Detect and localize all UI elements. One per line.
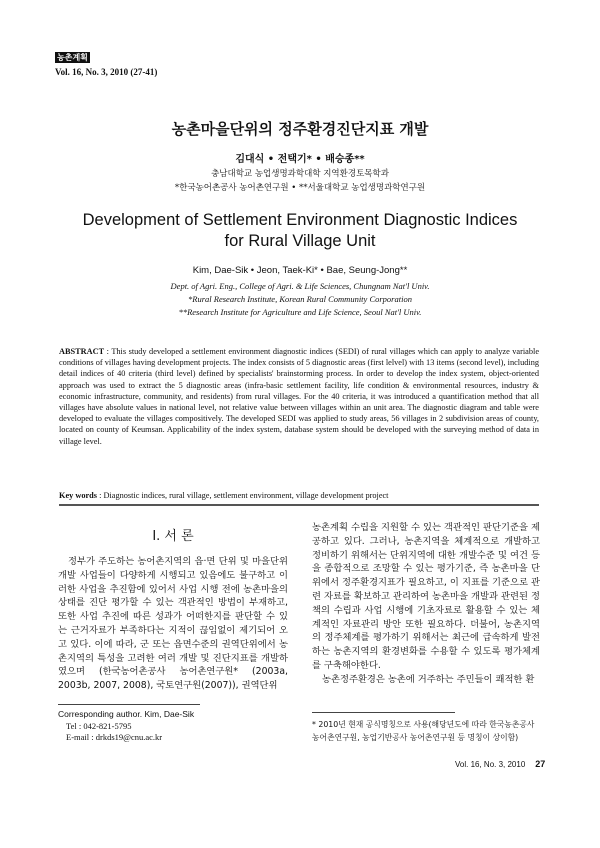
english-title: [0, 210, 600, 252]
english-affiliation-3: **Research Institute for Agriculture and Life Science, Seoul Nat'l Univ.: [178, 307, 422, 317]
section-heading: I. 서 론: [152, 529, 194, 544]
english-affiliation-1: Dept. of Agri. Eng., College of Agri. & Life Sciences, Chungnam Nat'l Univ.: [170, 281, 430, 291]
page-footer: [455, 759, 545, 769]
korean-title: 농촌마을단위의 정주환경진단지표 개발: [171, 120, 429, 138]
english-title-line-1: Development of Settlement Environment Diagnostic Indices: [82, 211, 518, 229]
korean-authors: 김대식 • 전택기* • 배승종**: [235, 154, 365, 165]
english-authors: Kim, Dae-Sik • Jeon, Taek-Ki* • Bae, Seung-Jong**: [192, 265, 408, 276]
corresponding-tel: Tel : 042-821-5795: [66, 720, 132, 731]
footer-volume: Vol. 16, No. 3, 2010: [455, 760, 526, 769]
abstract: [59, 346, 539, 447]
footnote-divider-left: [58, 704, 200, 705]
keywords: [59, 491, 389, 500]
footnote-divider-right: [312, 712, 455, 713]
footnote: * 2010년 현재 공식명칭으로 사용(해당년도에 따라 한국농촌공사 농어촌연구원, 농업기반공사 농어촌연구원 등 명칭이 상이함): [312, 720, 535, 742]
korean-affiliation-1: 충남대학교 농업생명과학대학 지역환경토목학과: [211, 169, 389, 179]
korean-affiliation-2: *한국농어촌공사 농어촌연구원 • **서울대학교 농업생명과학연구원: [174, 183, 426, 193]
body-right-paragraph-2: 농촌정주환경은 농촌에 거주하는 주민들이 쾌적한 환: [322, 673, 535, 685]
abstract-text: : This study developed a settlement environment diagnostic indices (SEDI) of rural villages which can apply to analyze variable conditions of villages having development projects. The index consists of 5 diagnostic areas (first lelvel) with 13 items (second level), including detail indices of 40 criteria (third level) defined by specialists' brainstorming process. In order to develop the index system, object-oriented approach was used to extract the 5 diagnostic areas (infra-basic settlement facility, life condition & environmental resources, industry & economic infrastructure, community, and residents) from rural villages. For the 40 criteria, it was introduced a quantification method that all villages have absolute values in national level, not relative value between villages within an unit area. The diagnostic diagram and table were developed to evaluate the villages compositively. The developed SEDI was applied to study areas, 56 villages in 2 subdivision areas of county, located on county of Keumsan. Applicability of the index system, database system should be developed with the surveying method of data in village level.: [59, 347, 539, 446]
abstract-label: ABSTRACT: [59, 347, 105, 356]
body-right-paragraph-1: 농촌계획 수립을 지원할 수 있는 객관적인 판단기준을 제공하고 있다. 그러나, 농촌지역을 체계적으로 개발하고 정비하기 위해서는 단위지역에 대한 개발수준 및 여건 등을 종합적으로 조망할 수 있는 평가기준, 즉 농촌마을 단위에서 정주환경지표가 필요하고, 이 지표를 기준으로 관련 자료를 확보하고 관리하여 농촌마을 개발과 관련된 정책의 수립과 사업 시행에 기초자료로 활용할 수 있는 체계적인 자료관리 방안 또한 필요하다. 더불어, 농촌지역의 정주체계를 평가하기 위해서는 최근에 급속하게 발전하는 농촌지역의 환경변화를 수용할 수 있도록 평가체계를 구축해야한다.: [312, 522, 540, 671]
journal-logo: 농촌계획: [57, 53, 88, 62]
body-right-column: [312, 521, 540, 687]
keywords-label: Key words: [59, 491, 98, 500]
abstract-divider: [59, 504, 539, 506]
volume-line: Vol. 16, No. 3, 2010 (27-41): [55, 67, 158, 77]
corresponding-author: [58, 709, 194, 744]
english-title-line-2: for Rural Village Unit: [224, 232, 376, 250]
keywords-text: : Diagnostic indices, rural village, settlement environment, village development project: [97, 491, 389, 500]
body-left-column: 정부가 주도하는 농어촌지역의 읍·면 단위 및 마을단위 개발 사업들이 다양하게 시행되고 있음에도 불구하고 이러한 사업을 추진함에 있어서 사업 시행 전에 농촌마을의 상태를 진단 평가할 수 있는 객관적인 방법이 부재하고, 또한 사업 추진에 따른 성과가 어떠한지를 판단할 수 있는 근거자료가 부족하다는 지적이 끊임없이 제기되어 오고 있다. 이에 따라, 군 또는 읍면수준의 권역단위에서 농촌지역의 특성을 고려한 여러 개발 및 진단지표를 개발하였으며 (한국농어촌공사 농어촌연구원* (2003a, 2003b, 2007, 2008), 국토연구원(2007)), 권역단위: [58, 556, 288, 692]
corresponding-email: E-mail : drkds19@cnu.ac.kr: [66, 732, 163, 742]
english-affiliation-2: *Rural Research Institute, Korean Rural Community Corporation: [188, 294, 412, 304]
page-number: 27: [535, 759, 546, 769]
corresponding-author-name: Corresponding author. Kim, Dae-Sik: [58, 709, 195, 719]
